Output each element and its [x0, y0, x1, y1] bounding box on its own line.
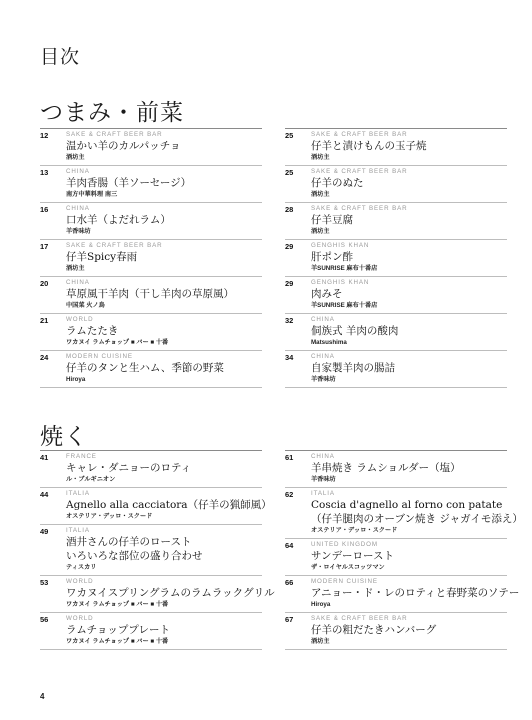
toc-entry [285, 351, 507, 388]
entry-page-number: 32 [285, 316, 294, 325]
entry-category: GENGHIS KHAN [311, 242, 370, 249]
entry-category: SAKE & CRAFT BEER BAR [66, 131, 163, 138]
entry-category: SAKE & CRAFT BEER BAR [311, 205, 408, 212]
entry-restaurant: 中国菜 火ノ鳥 [66, 302, 105, 309]
entry-restaurant: 酒坊主 [66, 154, 85, 161]
entry-page-number: 28 [285, 205, 294, 214]
section-title-appetizers: つまみ・前菜 [40, 100, 184, 126]
toc-entry [285, 576, 520, 613]
entry-page-number: 53 [40, 578, 49, 587]
toc-column-right [285, 129, 507, 388]
toc-entry [285, 613, 507, 650]
toc-entry [40, 240, 262, 277]
toc-entry [285, 488, 523, 539]
entry-page-number: 34 [285, 353, 294, 362]
toc-column-left [40, 129, 262, 388]
toc-entry [285, 539, 507, 576]
entry-page-number: 17 [40, 242, 49, 251]
entry-category: SAKE & CRAFT BEER BAR [311, 131, 408, 138]
entry-page-number: 66 [285, 578, 294, 587]
entry-category: WORLD [66, 578, 94, 585]
entry-page-number: 56 [40, 615, 49, 624]
entry-page-number: 61 [285, 453, 294, 462]
entry-page-number: 12 [40, 131, 49, 140]
toc-entry [285, 203, 507, 240]
entry-dish-name: （仔羊腿肉のオーブン焼き ジャガイモ添え） [311, 513, 523, 525]
entry-page-number: 44 [40, 490, 49, 499]
entry-dish-name: 草原風干羊肉（干し羊肉の草原風） [66, 288, 234, 300]
entry-dish-name: 自家製羊肉の腸詰 [311, 362, 395, 374]
toc-column-right [285, 451, 523, 650]
entry-category: ITALIA [66, 527, 90, 534]
toc-entry [285, 129, 507, 166]
entry-restaurant: 酒坊主 [311, 228, 330, 235]
toc-entry [40, 525, 262, 576]
section-title-grill: 焼く [40, 424, 88, 450]
entry-restaurant: オステリア・デッロ・スクード [66, 513, 153, 520]
toc-entry [40, 613, 262, 650]
entry-category: GENGHIS KHAN [311, 279, 370, 286]
entry-page-number: 29 [285, 242, 294, 251]
entry-page-number: 24 [40, 353, 49, 362]
entry-restaurant: ティスカリ [66, 564, 97, 571]
entry-category: CHINA [66, 168, 90, 175]
entry-restaurant: 羊香味坊 [311, 376, 336, 383]
entry-restaurant: 南方中華料理 南三 [66, 191, 118, 198]
entry-page-number: 62 [285, 490, 294, 499]
entry-restaurant: ザ・ロイヤルスコッツマン [311, 564, 385, 571]
toc-entry [40, 314, 262, 351]
toc-entry [40, 166, 262, 203]
entry-category: SAKE & CRAFT BEER BAR [311, 615, 408, 622]
toc-entry [40, 451, 262, 488]
entry-dish-name: ワカヌイスプリングラムのラムラックグリル [66, 587, 275, 599]
entry-dish-name: 肝ポン酢 [311, 251, 353, 263]
entry-dish-name: 侗族式 羊肉の酸肉 [311, 325, 399, 337]
entry-restaurant: 羊香味坊 [66, 228, 91, 235]
toc-entry [40, 129, 262, 166]
entry-restaurant: 酒坊主 [66, 265, 85, 272]
entry-page-number: 13 [40, 168, 49, 177]
entry-category: UNITED KINGDOM [311, 541, 378, 548]
toc-entry [40, 488, 272, 525]
entry-category: CHINA [66, 205, 90, 212]
entry-category: WORLD [66, 615, 94, 622]
entry-page-number: 21 [40, 316, 49, 325]
entry-category: FRANCE [66, 453, 97, 460]
entry-page-number: 25 [285, 168, 294, 177]
toc-entry [285, 240, 507, 277]
entry-dish-name: いろいろな部位の盛り合わせ [66, 550, 203, 562]
entry-dish-name: キャレ・ダニョーのロティ [66, 462, 192, 474]
entry-page-number: 16 [40, 205, 49, 214]
entry-restaurant: 羊香味坊 [311, 476, 336, 483]
toc-entry [40, 351, 262, 388]
toc-entry [285, 277, 507, 314]
entry-restaurant: ワカヌイ ラムチョップ ■ バー ■ 十番 [66, 339, 169, 346]
entry-dish-name: 仔羊のぬた [311, 177, 364, 189]
entry-category: SAKE & CRAFT BEER BAR [311, 168, 408, 175]
entry-dish-name: 肉みそ [311, 288, 343, 300]
entry-restaurant: Hiroya [311, 601, 331, 608]
toc-entry [40, 576, 275, 613]
entry-restaurant: ワカヌイ ラムチョップ ■ バー ■ 十番 [66, 601, 169, 608]
entry-dish-name: 仔羊Spicy春雨 [66, 251, 138, 263]
entry-dish-name: 仔羊豆腐 [311, 214, 353, 226]
entry-restaurant: オステリア・デッロ・スクード [311, 527, 398, 534]
toc-entry [285, 451, 507, 488]
entry-category: MODERN CUISINE [66, 353, 133, 360]
entry-restaurant: 羊SUNRISE 麻布十番店 [311, 302, 378, 309]
entry-category: ITALIA [311, 490, 335, 497]
entry-dish-name: 仔羊と漬けもんの玉子焼 [311, 140, 427, 152]
entry-dish-name: Coscia d'agnello al forno con patate [311, 499, 503, 511]
entry-page-number: 67 [285, 615, 294, 624]
entry-dish-name: 口水羊（よだれラム） [66, 214, 171, 226]
entry-dish-name: 温かい羊のカルパッチョ [66, 140, 181, 152]
entry-dish-name: ラムたたき [66, 325, 119, 337]
entry-category: WORLD [66, 316, 94, 323]
entry-restaurant: 酒坊主 [311, 154, 330, 161]
toc-entry [40, 277, 262, 314]
entry-dish-name: 仔羊のタンと生ハム、季節の野菜 [66, 362, 224, 374]
entry-dish-name: アニョー・ド・レのロティと春野菜のソテー [311, 587, 520, 599]
page-title: 目次 [40, 46, 81, 68]
entry-restaurant: Matsushima [311, 339, 347, 346]
entry-dish-name: ラムチョッププレート [66, 624, 170, 636]
entry-page-number: 20 [40, 279, 49, 288]
entry-dish-name: 酒井さんの仔羊のロースト [66, 536, 192, 548]
entry-restaurant: ワカヌイ ラムチョップ ■ バー ■ 十番 [66, 638, 169, 645]
entry-category: MODERN CUISINE [311, 578, 378, 585]
entry-restaurant: 酒坊主 [311, 638, 330, 645]
entry-page-number: 29 [285, 279, 294, 288]
entry-dish-name: 羊串焼き ラムショルダー（塩） [311, 462, 461, 474]
entry-dish-name: Agnello alla cacciatora（仔羊の猟師風） [66, 499, 272, 511]
entry-category: SAKE & CRAFT BEER BAR [66, 242, 163, 249]
entry-restaurant: 羊SUNRISE 麻布十番店 [311, 265, 378, 272]
page-number: 4 [40, 692, 45, 701]
entry-restaurant: ル・ブルギニオン [66, 476, 116, 483]
entry-restaurant: Hiroya [66, 376, 86, 383]
entry-restaurant: 酒坊主 [311, 191, 330, 198]
entry-dish-name: 仔羊の粗だたきハンバーグ [311, 624, 437, 636]
toc-entry [285, 314, 507, 351]
entry-dish-name: 羊肉香腸（羊ソーセージ） [66, 177, 192, 189]
entry-page-number: 64 [285, 541, 294, 550]
toc-entry [40, 203, 262, 240]
entry-category: CHINA [66, 279, 90, 286]
entry-category: CHINA [311, 453, 335, 460]
entry-category: CHINA [311, 353, 335, 360]
toc-column-left [40, 451, 275, 650]
entry-page-number: 49 [40, 527, 49, 536]
toc-entry [285, 166, 507, 203]
entry-page-number: 25 [285, 131, 294, 140]
entry-category: CHINA [311, 316, 335, 323]
entry-dish-name: サンデーロースト [311, 550, 394, 562]
entry-page-number: 41 [40, 453, 49, 462]
entry-category: ITALIA [66, 490, 90, 497]
